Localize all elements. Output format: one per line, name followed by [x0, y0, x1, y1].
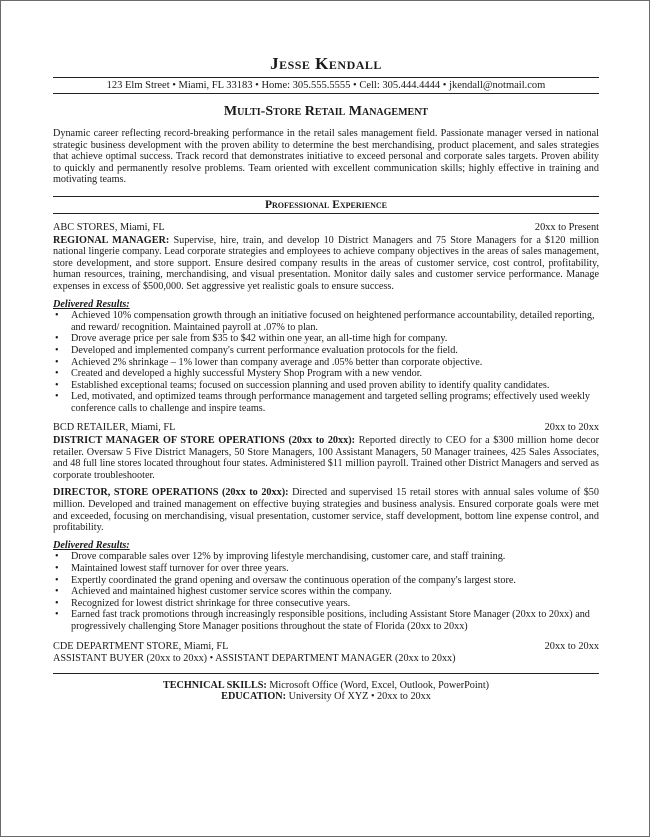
role-list-cde: ASSISTANT BUYER (20xx to 20xx) • ASSISTANT DEPARTMENT MANAGER (20xx to 20xx): [53, 653, 456, 665]
job-header-abc: [53, 222, 599, 234]
list-item: • Maintained lowest staff turnover for over three years.: [53, 563, 599, 575]
role-text: Directed and supervised 15 retail stores with annual sales volume of $50 million. Developed and trained management on effective buying strategies and business analysis. Ensured corporate goals were met and exceeded, focusing on merchandising, visual presentation, customer service, staff development, bottom line expense control, and profitability.: [53, 487, 599, 534]
summary-paragraph: Dynamic career reflecting record-breaking performance in the retail sales management field. Passionate manager versed in national strategic business development with the proven ability to determine the best merchandising, product placement, and sales strategies that achieve optimal success. Track record that demonstrates initiative to exceed personal and corporate sales targets. Proven ability to quickly and permanently resolve problems. Team oriented with excellent communication skills; highly effective in training and motivating teams.: [53, 128, 599, 186]
technical-skills-line: [53, 680, 599, 692]
job-header-cde: [53, 641, 599, 653]
role-description: [53, 235, 599, 293]
role-text: Supervise, hire, train, and develop 10 District Managers and 75 Store Managers for a $120 million national lingerie company. Lead corporate strategies and employees to achieve company objectives in the areas of sales management, store development, and store support. Ensure desired company results in the areas of customer service, cost control, profitability, human resources, training, merchandising, and visual presentation. Monitor daily sales and customer service performance. Manage expenses in excess of $500,000. Set aggressive yet realistic goals to ensure success.: [53, 234, 600, 292]
experience-section-title: Professional Experience: [53, 196, 599, 214]
results-list-abc: [53, 310, 599, 414]
role-title: REGIONAL MANAGER:: [53, 234, 170, 246]
company-name: BCD RETAILER, Miami, FL: [53, 422, 176, 434]
company-name: ABC STORES, Miami, FL: [53, 221, 165, 233]
contact-line: 123 Elm Street • Miami, FL 33183 • Home: 305.555.5555 • Cell: 305.444.4444 • jkendall@notmail.com: [53, 77, 599, 94]
education-label: EDUCATION:: [221, 691, 287, 703]
candidate-name: Jesse Kendall: [270, 54, 382, 73]
job-header-bcd: [53, 422, 599, 434]
list-item: • Led, motivated, and optimized teams through performance management and targeted selling programs; effectively used weekly conference calls to challenge and inspire teams.: [53, 391, 599, 414]
education-value: University Of XYZ • 20xx to 20xx: [288, 691, 431, 703]
job-dates: 20xx to 20xx: [544, 640, 599, 652]
list-item: • Developed and implemented company's current performance evaluation protocols for the field.: [53, 345, 599, 357]
technical-skills-label: TECHNICAL SKILLS:: [162, 679, 267, 691]
list-item: • Established exceptional teams; focused on succession planning and used proven ability to identify quality candidates.: [53, 380, 599, 392]
list-item: • Expertly coordinated the grand opening and oversaw the continuous operation of the company's largest store.: [53, 575, 599, 587]
role-title: DIRECTOR, STORE OPERATIONS (20xx to 20xx):: [53, 487, 289, 499]
delivered-results-label: Delivered Results:: [53, 539, 130, 551]
list-item: • Achieved 2% shrinkage – 1% lower than company average and .05% better than corporate objective.: [53, 357, 599, 369]
results-list-bcd: [53, 551, 599, 632]
job-dates: 20xx to 20xx: [544, 422, 599, 434]
role-text: Reported directly to CEO for a $300 million home decor retailer. Oversaw 5 Five District Managers, 50 Store Managers, 100 Assistant Managers, 50 Manager trainees, 425 Sales Associates, and 48 full line stores located throughout four states. Administered $11 million payroll. Trained other District Managers and served as corporate troubleshooter.: [53, 435, 599, 481]
education-line: [53, 691, 599, 703]
section-divider: [53, 673, 599, 674]
role-title: DISTRICT MANAGER OF STORE OPERATIONS (20xx to 20xx):: [53, 435, 356, 447]
delivered-results-label: Delivered Results:: [53, 298, 130, 310]
resume-headline: Multi-Store Retail Management: [223, 104, 429, 119]
company-name: CDE DEPARTMENT STORE, Miami, FL: [53, 640, 229, 652]
role-description: [53, 435, 599, 481]
list-item: • Achieved and maintained highest customer service scores within the company.: [53, 586, 599, 598]
list-item: • Achieved 10% compensation growth through an initiative focused on heightened performance accountability, detailed reporting, and reward/ recognition. Maintained payroll at .07% to plan.: [53, 310, 599, 333]
list-item: • Created and developed a highly successful Mystery Shop Program with a new vendor.: [53, 368, 599, 380]
role-description: [53, 487, 599, 533]
resume-content: [53, 54, 599, 703]
technical-skills-value: Microsoft Office (Word, Excel, Outlook, PowerPoint): [269, 679, 490, 691]
list-item: • Recognized for lowest district shrinkage for three consecutive years.: [53, 598, 599, 610]
list-item: • Drove comparable sales over 12% by improving lifestyle merchandising, customer care, and staff training.: [53, 551, 599, 563]
list-item: • Drove average price per sale from $35 to $42 within one year, an all-time high for company.: [53, 333, 599, 345]
job-dates: 20xx to Present: [534, 221, 599, 233]
list-item: • Earned fast track promotions through increasingly responsible positions, including Assistant Store Manager (20xx to 20xx) and progressively challenging Store Manager positions throughout the state of Florida (20xx to 20xx): [53, 609, 599, 632]
